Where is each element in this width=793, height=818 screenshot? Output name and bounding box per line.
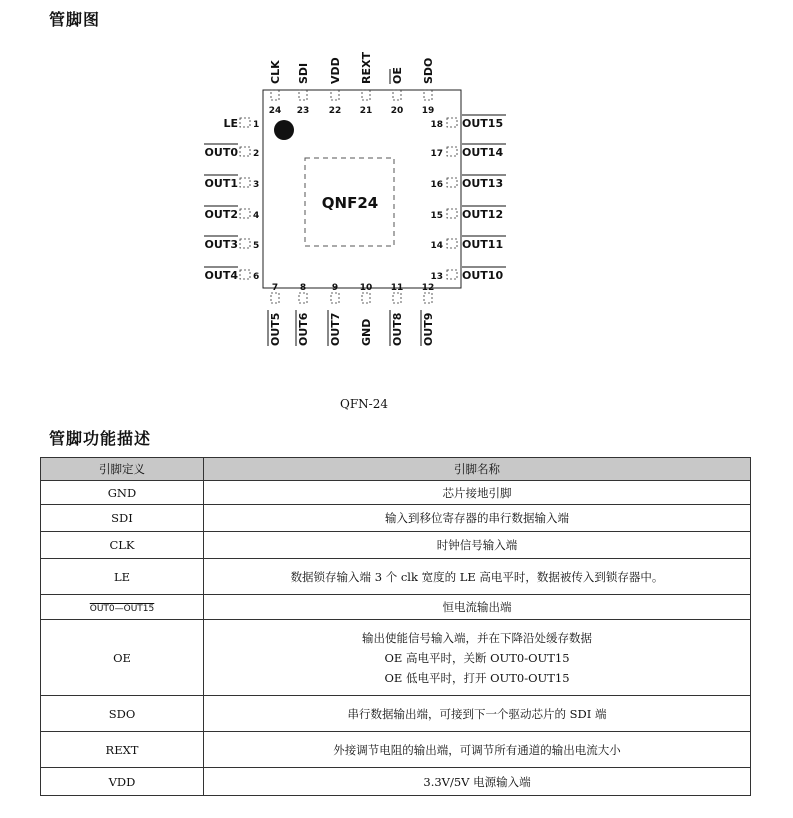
pin-number: 2	[253, 149, 260, 159]
pin-number: 19	[421, 106, 435, 116]
pin-label-sdi: SDI	[297, 62, 310, 84]
pin-pad	[331, 293, 339, 303]
row-pin	[41, 595, 204, 620]
pin-label-out12: OUT12	[462, 208, 504, 221]
figure-caption: QFN-24	[340, 397, 388, 411]
table-row	[41, 696, 751, 732]
pin-number: 14	[430, 241, 443, 251]
pin-label-out10: OUT10	[462, 269, 504, 282]
pin-number: 9	[331, 283, 339, 293]
pin-number: 13	[430, 272, 443, 282]
row-pin: GND	[41, 481, 204, 505]
pin-pad	[447, 239, 457, 248]
row-desc: 芯片接地引脚	[204, 481, 751, 505]
pin-number: 16	[430, 180, 443, 190]
pin-pad	[362, 293, 370, 303]
pin-function-table	[40, 457, 751, 796]
row-desc: 输入到移位寄存器的串行数据输入端	[204, 505, 751, 532]
pin-label-rext: REXT	[360, 52, 373, 84]
pin-number: 24	[268, 106, 282, 116]
row-desc: 3.3V/5V 电源输入端	[204, 768, 751, 796]
pin-label-out1: OUT1	[204, 177, 238, 190]
table-row	[41, 559, 751, 595]
row-pin: LE	[41, 559, 204, 595]
table-row	[41, 505, 751, 532]
header-pin-name: 引脚名称	[204, 458, 751, 481]
pin-pad	[447, 270, 457, 279]
pin-label-out7: OUT7	[329, 312, 342, 346]
pin-pad	[424, 293, 432, 303]
table-row	[41, 481, 751, 505]
pin-pad	[240, 270, 250, 279]
pin-pad	[271, 293, 279, 303]
table-header-row	[41, 458, 751, 481]
page-title: 管脚图	[49, 10, 101, 29]
pin-label-gnd: GND	[360, 318, 373, 346]
pin-label-out15: OUT15	[462, 117, 504, 130]
pin-pad	[393, 293, 401, 303]
pin-label-vdd: VDD	[329, 57, 342, 84]
row-desc: 数据锁存输入端 3 个 clk 宽度的 LE 高电平时，数据被传入到锁存器中。	[204, 559, 751, 595]
pin-pad	[240, 147, 250, 156]
row-pin: SDI	[41, 505, 204, 532]
pin-label-out4: OUT4	[204, 269, 238, 282]
row-desc-line: OE 高电平时，关断 OUT0-OUT15	[384, 650, 570, 665]
table-row	[41, 620, 751, 696]
row-pin: REXT	[41, 732, 204, 768]
chip-center-label: QNF24	[321, 194, 379, 212]
row-desc: 恒电流输出端	[204, 595, 751, 620]
pin-pad	[240, 209, 250, 218]
pin-number: 22	[328, 106, 342, 116]
pin-number: 1	[253, 120, 260, 130]
row-desc	[204, 620, 751, 696]
row-desc: 时钟信号输入端	[204, 532, 751, 559]
pin-label-out11: OUT11	[462, 238, 504, 251]
row-desc-line: 输出使能信号输入端，并在下降沿处缓存数据	[362, 630, 592, 645]
pinout-diagram	[190, 48, 520, 353]
pin-number: 12	[421, 283, 435, 293]
pin-pad	[240, 239, 250, 248]
pin-label-out9: OUT9	[422, 312, 435, 346]
pin-number: 7	[271, 283, 279, 293]
pin-label-oe: OE	[391, 67, 404, 84]
pin-label-out5: OUT5	[269, 312, 282, 346]
pin-label-out2: OUT2	[204, 208, 238, 221]
pin-number: 11	[390, 283, 404, 293]
pin-number: 6	[253, 272, 260, 282]
pin-pad	[447, 209, 457, 218]
table-row	[41, 532, 751, 559]
pin-label-out8: OUT8	[391, 312, 404, 346]
row-pin-overlined: OUT0—OUT15	[89, 604, 155, 614]
pin-pad	[240, 178, 250, 187]
table-row	[41, 732, 751, 768]
pin1-marker	[274, 120, 294, 140]
pin-label-out6: OUT6	[297, 312, 310, 346]
row-pin: OE	[41, 620, 204, 696]
table-row	[41, 768, 751, 796]
pin-pad	[393, 90, 401, 100]
pin-pad	[240, 118, 250, 127]
pin-pad	[331, 90, 339, 100]
pin-number: 20	[390, 106, 404, 116]
pin-label-out13: OUT13	[462, 177, 504, 190]
pin-number: 21	[359, 106, 373, 116]
pin-label-sdo: SDO	[422, 57, 435, 84]
section-title: 管脚功能描述	[49, 429, 152, 448]
table-row	[41, 595, 751, 620]
pin-pad	[447, 118, 457, 127]
pin-number: 10	[359, 283, 373, 293]
row-desc: 串行数据输出端，可接到下一个驱动芯片的 SDI 端	[204, 696, 751, 732]
pin-label-out14: OUT14	[462, 146, 504, 159]
row-pin: CLK	[41, 532, 204, 559]
pin-pad	[362, 90, 370, 100]
pin-number: 3	[253, 180, 260, 190]
pin-number: 5	[253, 241, 260, 251]
pin-pad	[424, 90, 432, 100]
pin-pad	[447, 178, 457, 187]
header-pin-definition: 引脚定义	[41, 458, 204, 481]
pin-number: 17	[430, 149, 443, 159]
pin-label-out3: OUT3	[204, 238, 238, 251]
pin-number: 23	[296, 106, 310, 116]
pin-pad	[447, 147, 457, 156]
pin-label-out0: OUT0	[204, 146, 238, 159]
pin-number: 8	[299, 283, 307, 293]
pin-label-le: LE	[223, 117, 238, 130]
pin-pad	[299, 293, 307, 303]
pin-pad	[271, 90, 279, 100]
pin-number: 18	[430, 120, 443, 130]
row-desc: 外接调节电阻的输出端，可调节所有通道的输出电流大小	[204, 732, 751, 768]
pin-number: 15	[430, 211, 443, 221]
row-desc-line: OE 低电平时，打开 OUT0-OUT15	[384, 670, 570, 685]
row-pin: VDD	[41, 768, 204, 796]
pin-number: 4	[253, 211, 260, 221]
row-pin: SDO	[41, 696, 204, 732]
pin-pad	[299, 90, 307, 100]
pin-label-clk: CLK	[269, 60, 282, 84]
